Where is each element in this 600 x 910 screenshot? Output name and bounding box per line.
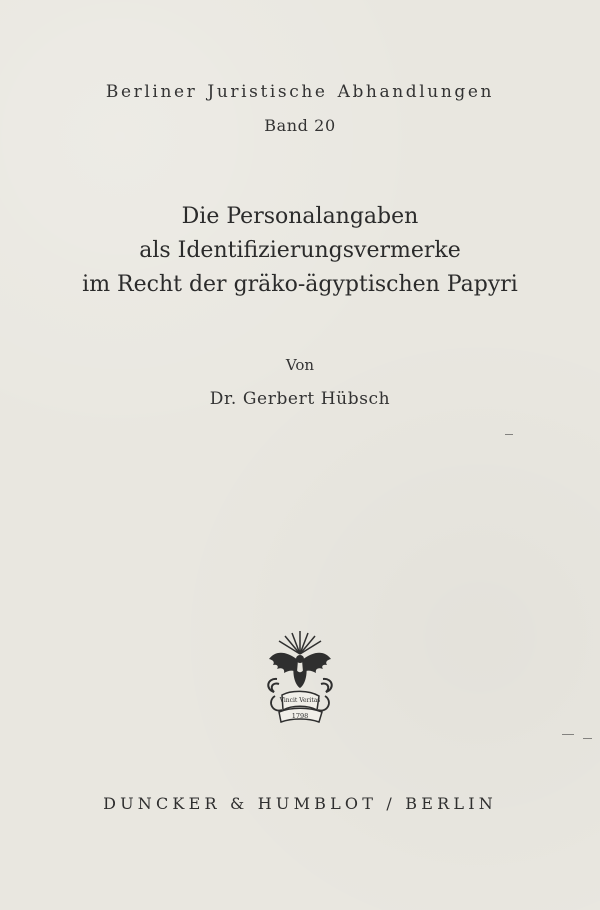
logo-year-text: 1798 [291, 712, 309, 720]
eagle-publisher-emblem-icon [255, 626, 345, 726]
author-name: Dr. Gerbert Hübsch [209, 389, 391, 409]
paper-speck [505, 434, 513, 435]
series-title: Berliner Juristische Abhandlungen [105, 82, 495, 102]
publisher-imprint: DUNCKER & HUMBLOT / BERLIN [103, 794, 497, 813]
volume-number: Band 20 [264, 116, 336, 135]
book-title [0, 200, 600, 302]
publisher-logo [255, 626, 345, 726]
title-line-1: Die Personalangaben [181, 204, 419, 229]
paper-speck [562, 734, 574, 735]
by-label: Von [285, 356, 315, 374]
paper-speck [583, 738, 592, 739]
title-line-3: im Recht der gräko-ägyptischen Papyri [82, 272, 518, 297]
logo-banner-text: Vincit Veritas [279, 697, 321, 704]
title-line-2: als Identifizierungsvermerke [139, 238, 461, 263]
